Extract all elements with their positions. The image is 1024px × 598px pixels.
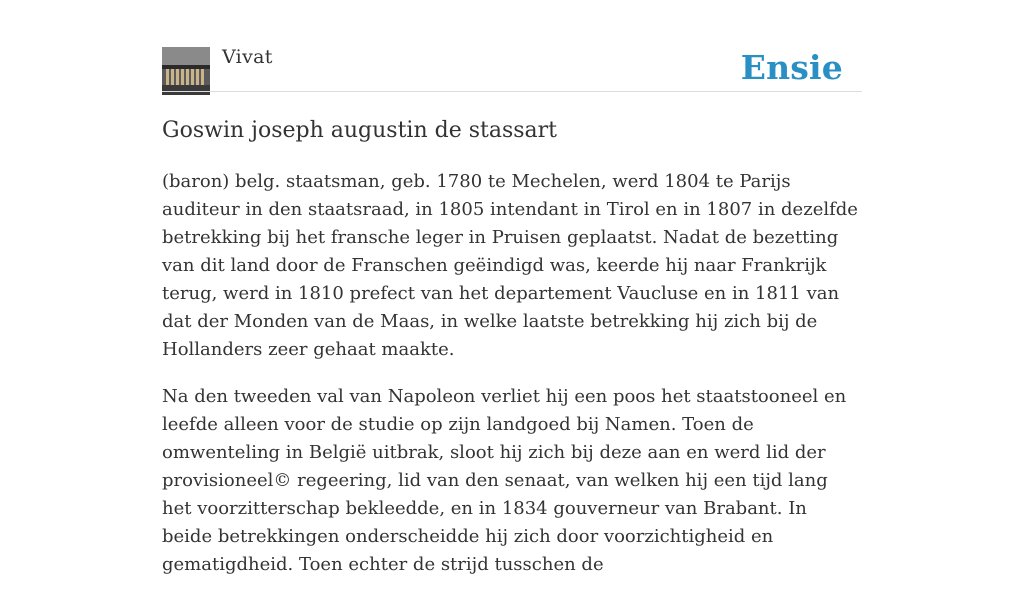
- header-divider: [162, 91, 862, 92]
- article-paragraph: (baron) belg. staatsman, geb. 1780 te Mechelen, werd 1804 te Parijs auditeur in den staatsraad, in 1805 intendant in Tirol en in 1807 in dezelfde betrekking bij het fransche leger in Pruisen geplaatst. Nadat de bezetting van dit land door de Franschen geëindigd was, keerde hij naar Frankrijk terug, werd in 1810 prefect van het departement Vaucluse en in 1811 van dat der Monden van de Maas, in welke laatste betrekking hij zich bij de Hollanders zeer gehaat maakte.: [162, 171, 858, 360]
- article-body: [162, 168, 862, 598]
- avatar[interactable]: [162, 47, 210, 95]
- author-name[interactable]: Vivat: [222, 46, 273, 68]
- brand-logo[interactable]: Ensie: [740, 48, 843, 87]
- article-paragraph: Na den tweeden val van Napoleon verliet hij een poos het staatstooneel en leefde alleen voor de studie op zijn landgoed bij Namen. Toen de omwenteling in België uitbrak, sloot hij zich bij deze aan en werd lid der provisioneel© regeering, lid van den senaat, van welken hij een tijd lang het voorzitterschap bekleedde, en in 1834 gouverneur van Brabant. In beide betrekkingen onderscheidde hij zich door voorzichtigheid en gematigdheid. Toen echter de strijd tusschen de: [162, 386, 847, 575]
- article-title: Goswin joseph augustin de stassart: [162, 118, 558, 143]
- library-photo-icon: [162, 47, 210, 95]
